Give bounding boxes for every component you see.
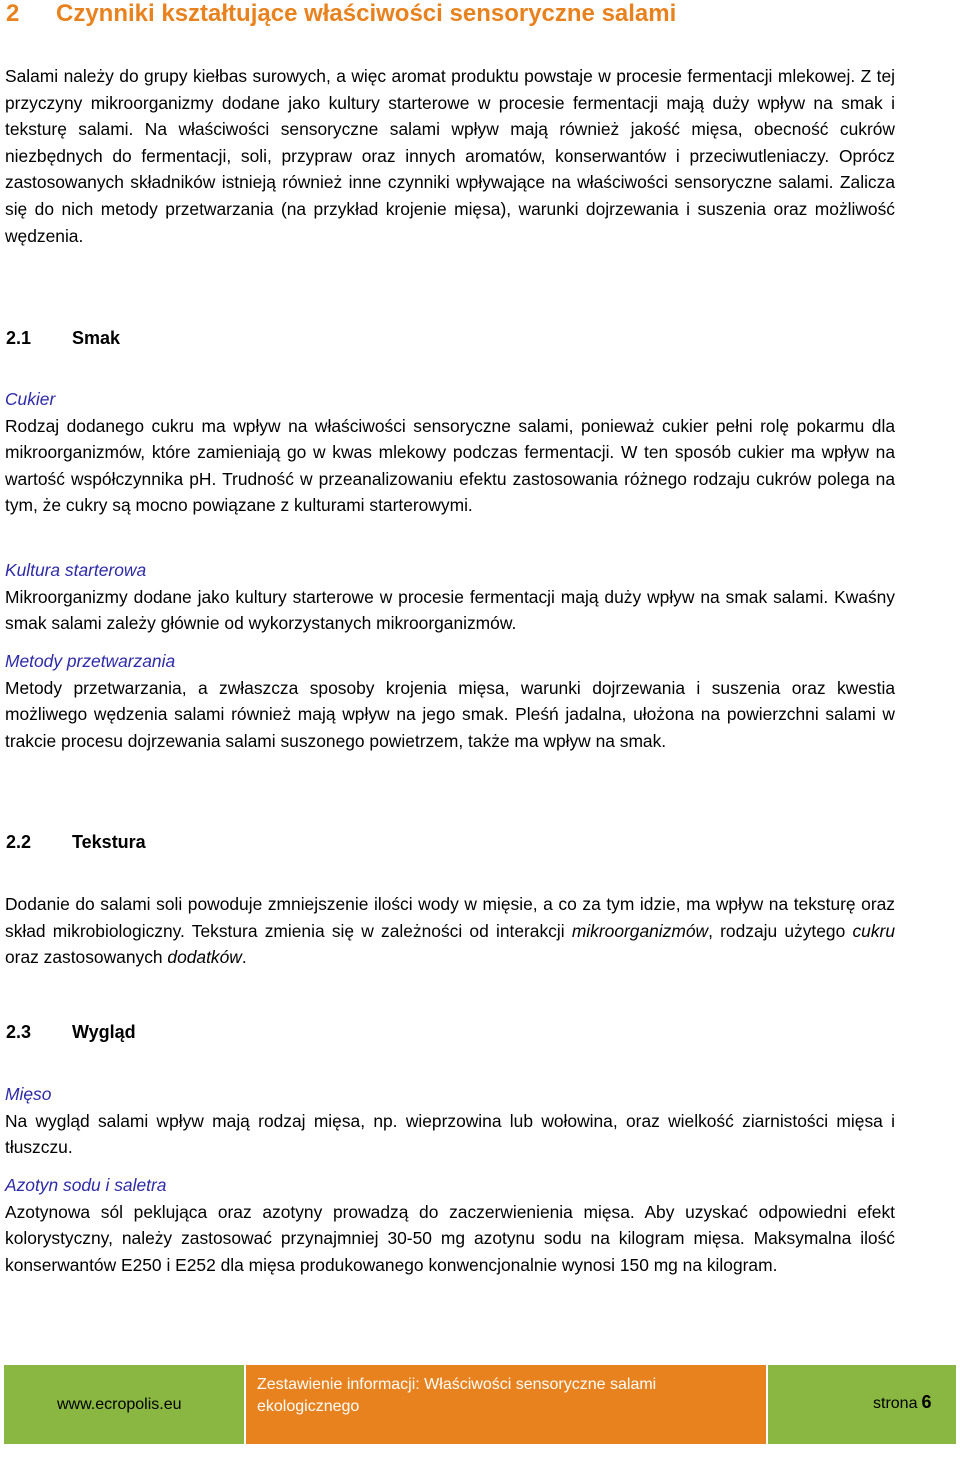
section-heading-wyglad: [6, 1022, 136, 1043]
paragraph: Na wygląd salami wpływ mają rodzaj mięsa, np. wieprzowina lub wołowina, oraz wielkość ziarnistości mięsa i tłuszczu.: [5, 1110, 895, 1158]
page-number: [873, 1392, 931, 1413]
section-heading-tekstura: [6, 832, 146, 853]
section-heading-smak: [6, 328, 120, 349]
subsection-kultura: [5, 557, 895, 637]
chapter-heading: [6, 0, 676, 28]
paragraph: Mikroorganizmy dodane jako kultury starterowe w procesie fermentacji mają duży wpływ na smak salami. Kwaśny smak salami zależy głównie od wykorzystanych mikroorganizmów.: [5, 586, 895, 634]
footer-title: Zestawienie informacji: Właściwości sensoryczne salami ekologicznego: [257, 1376, 657, 1415]
subsection-cukier: [5, 386, 895, 519]
page-footer: [4, 1365, 956, 1444]
page-number-value: 6: [921, 1392, 932, 1412]
tekstura-paragraph: [5, 891, 895, 971]
subheading: Metody przetwarzania: [5, 651, 176, 671]
subsection-mieso: [5, 1081, 895, 1161]
text-run: oraz zastosowanych: [5, 947, 168, 968]
section-number: 2.2: [6, 832, 32, 852]
section-number: 2.1: [6, 328, 32, 348]
text-run: Dodanie do salami soli powoduje zmniejszenie ilości wody w mięsie, a co za tym idzie, ma wpływ na teksturę oraz skład mikrobiologiczny. Tekstura zmienia się w zależności od interakcji: [5, 894, 895, 941]
subsection-azotyn: [5, 1172, 895, 1278]
text-run: .: [241, 947, 247, 968]
emphasis: cukru: [852, 920, 896, 941]
paragraph: Rodzaj dodanego cukru ma wpływ na właściwości sensoryczne salami, ponieważ cukier pełni rolę pokarmu dla mikroorganizmów, które zamieniają go w kwas mlekowy podczas fermentacji. W ten sposób cukier ma wpływ na wartość współczynnika pH. Trudność w przeanalizowaniu efektu zastosowania różnego rodzaju cukrów polega na tym, że cukry są mocno powiązane z kulturami starterowymi.: [5, 415, 895, 516]
emphasis: dodatków: [167, 947, 242, 968]
paragraph: Metody przetwarzania, a zwłaszcza sposoby krojenia mięsa, warunki dojrzewania i suszenia oraz kwestia możliwego wędzenia salami również mają wpływ na jego smak. Pleśń jadalna, ułożona na powierzchni salami w trakcie procesu dojrzewania salami suszonego powietrzem, także ma wpływ na smak.: [5, 677, 895, 751]
chapter-number: 2: [6, 0, 20, 27]
subheading: Kultura starterowa: [5, 560, 147, 580]
section-title: Tekstura: [72, 832, 146, 852]
subsection-metody: [5, 648, 895, 754]
footer-left-panel: [4, 1365, 244, 1444]
footer-right-panel: [768, 1365, 956, 1444]
paragraph: Azotynowa sól peklująca oraz azotyny prowadzą do zaczerwienienia mięsa. Aby uzyskać odpowiedni efekt kolorystyczny, należy zastosować przynajmniej 30-50 mg azotynu sodu na kilogram mięsa. Maksymalna ilość konserwantów E250 i E252 dla mięsa produkowanego konwencjonalnie wynosi 150 mg na kilogram.: [5, 1201, 895, 1275]
text-run: , rodzaju użytego: [708, 920, 853, 941]
subheading: Azotyn sodu i saletra: [5, 1175, 167, 1195]
chapter-title: Czynniki kształtujące właściwości sensoryczne salami: [56, 0, 677, 27]
section-title: Smak: [72, 328, 121, 348]
emphasis: mikroorganizmów: [571, 920, 709, 941]
section-number: 2.3: [6, 1022, 32, 1042]
footer-middle-panel: [246, 1365, 766, 1444]
page-label: strona: [873, 1395, 918, 1412]
subheading: Cukier: [5, 389, 56, 409]
intro-paragraph: Salami należy do grupy kiełbas surowych, a więc aromat produktu powstaje w procesie fermentacji mlekowej. Z tej przyczyny mikroorganizmy dodane jako kultury starterowe w procesie fermentacji mają duży wpływ na smak i teksturę salami. Na właściwości sensoryczne salami wpływ mają również jakość mięsa, obecność cukrów niezbędnych do fermentacji, soli, przypraw oraz innych aromatów, konserwantów i przeciwutleniaczy. Oprócz zastosowanych składników istnieją również inne czynniki wpływające na właściwości sensoryczne salami. Zalicza się do nich metody przetwarzania (na przykład krojenie mięsa), warunki dojrzewania i suszenia oraz możliwość wędzenia.: [5, 66, 895, 246]
section-title: Wygląd: [72, 1022, 136, 1042]
subheading: Mięso: [5, 1084, 52, 1104]
footer-url-link[interactable]: www.ecropolis.eu: [57, 1396, 182, 1413]
